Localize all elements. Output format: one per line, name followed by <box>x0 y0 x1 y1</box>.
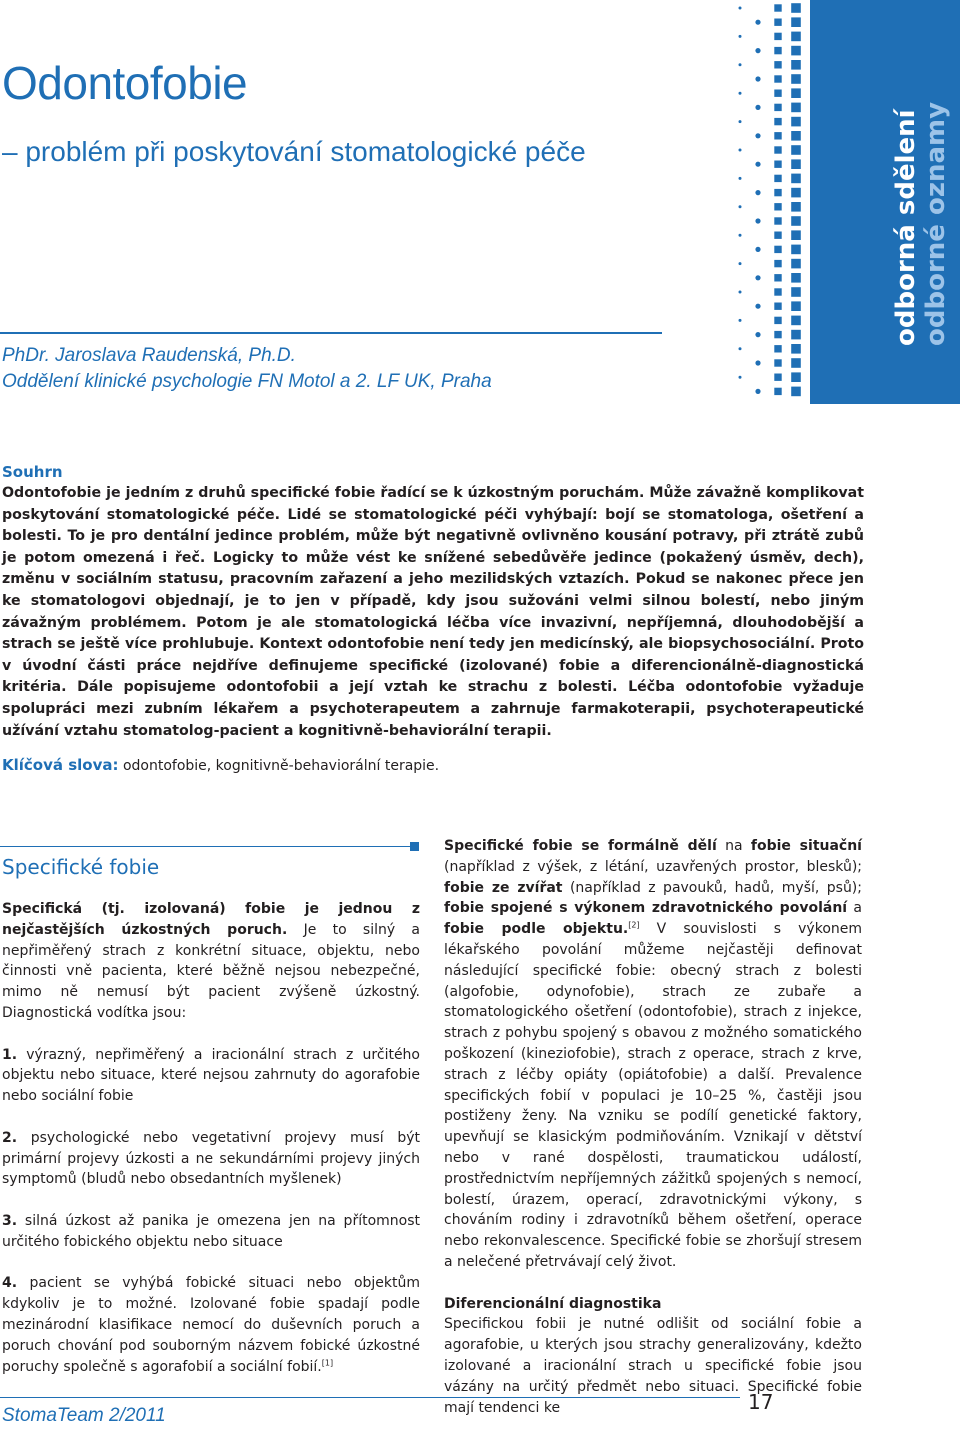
subsection-heading: Diferencionální diagnostika <box>444 1295 662 1312</box>
body-text: na <box>725 838 743 854</box>
decor-mark <box>739 205 742 208</box>
keywords <box>2 756 439 774</box>
criterion-number: 2. <box>2 1129 18 1146</box>
decor-mark <box>774 104 781 111</box>
decor-mark <box>774 132 781 139</box>
decor-mark <box>791 387 801 397</box>
title-divider <box>0 332 662 334</box>
decor-mark <box>774 388 781 395</box>
decor-mark <box>774 75 781 82</box>
decor-mark <box>774 303 781 310</box>
phobia-types-paragraph <box>444 836 862 1273</box>
citation-ref: [1] <box>321 1357 334 1367</box>
decor-mark <box>755 389 760 394</box>
decor-mark <box>755 190 760 195</box>
decor-mark <box>791 88 801 98</box>
decor-mark <box>739 120 742 123</box>
criterion-text: výrazný, nepřiměřený a iracionální strach z určitého objektu nebo situace, které nejsou zahrnuty do agorafobie nebo sociální fobie <box>2 1046 420 1105</box>
criterion-number: 4. <box>2 1275 18 1292</box>
bold-text: fobie spojené s výkonem zdravotnického povolání <box>444 900 848 917</box>
decor-mark <box>739 376 742 379</box>
decor-mark <box>791 131 801 141</box>
criterion-number: 1. <box>2 1046 18 1063</box>
decor-mark <box>755 218 760 223</box>
decor-mark <box>791 358 801 368</box>
decor-mark <box>791 216 801 226</box>
criterion-item <box>2 1211 420 1253</box>
keywords-text: odontofobie, kognitivně-behaviorální terapie. <box>122 758 440 774</box>
decor-mark <box>755 20 760 25</box>
decor-mark <box>739 177 742 180</box>
decor-mark <box>791 46 801 56</box>
intro-text: Je to silný a nepřiměřený strach z konkrétní situace, objektu, nebo činnosti vně pacienta, které běžně nejsou nebezpečné, mimo ně nemusí být pacient zvýšeně úzkostný. Diagnostická vodítka jsou: <box>2 921 420 1021</box>
decor-mark <box>755 304 760 309</box>
criterion-item <box>2 1045 420 1107</box>
decor-mark <box>791 174 801 184</box>
section-heading: Specifické fobie <box>2 855 160 879</box>
decor-mark <box>774 203 781 210</box>
decor-mark <box>791 245 801 255</box>
intro-paragraph <box>2 899 420 1024</box>
criterion-text: psychologické nebo vegetativní projevy musí být primární projevy úzkosti a ne sekundárními projevy jiných symptomů (bludů nebo obsedantních myšlenek) <box>2 1129 420 1188</box>
decor-mark <box>791 103 801 113</box>
bold-text: Specifické fobie se formálně dělí <box>444 838 717 854</box>
decor-mark <box>791 3 801 13</box>
page-number: 17 <box>748 1390 774 1414</box>
criterion-number: 3. <box>2 1212 18 1229</box>
left-column <box>2 899 420 1377</box>
decor-mark <box>791 259 801 269</box>
criterion-text: pacient se vyhýbá fobické situaci nebo objektům kdykoliv je to možné. Izolované fobie spadají podle mezinárodní klasifikace nemocí do duševních poruch a poruch chování pod souborným názvem fobické úzkostné poruchy společně s agorafobií a sociální fobií. <box>2 1275 421 1375</box>
body-text: (například z pavouků, hadů, myší, psů); <box>569 879 862 896</box>
decor-mark <box>739 347 742 350</box>
decor-mark <box>791 145 801 155</box>
decor-mark <box>791 60 801 70</box>
decor-mark <box>774 260 781 267</box>
decor-mark <box>774 274 781 281</box>
journal-footer: StomaTeam 2/2011 <box>2 1405 166 1426</box>
article-title: Odontofobie <box>2 57 248 109</box>
decor-mark <box>774 288 781 295</box>
decor-mark <box>774 118 781 125</box>
decor-mark <box>774 47 781 54</box>
bold-text: fobie situační <box>750 838 862 854</box>
decor-mark <box>791 202 801 212</box>
decor-mark <box>774 317 781 324</box>
decor-mark <box>791 287 801 297</box>
abstract-text: Odontofobie je jedním z druhů specifické fobie řadící se k úzkostným poruchám. Může závažně komplikovat poskytování stomatologické péče. Lidé se stomatologické péči vyhýbají: bojí se stomatologa, ošetření a bolesti. To je pro dentální jedince problém, může být negativně ovlivněno kousání potravy, při ztrátě zubů je potom omezená i řeč. Logicky to může vést ke snížené sebedůvěře jedince (pokažený úsměv, dech), změnu v sociálním statusu, pracovním zařazení a jeho mezilidských vztazích. Pokud se nakonec přece jen ke stomatologovi objednají, je to jen v případě, kdy jsou sužováni velmi silnou bolestí, nebo jiným závažným problémem. Potom je ale stomatologická léčba více invazivní, nepříjemná, dlouhodobější a strach se ještě více prohlubuje. Kontext odontofobie není tedy jen medicínský, ale biopsychosociální. Proto v úvodní části práce nejdříve definujeme specifické (izolované) fobie a diferencionálně-diagnostická kritéria. Dále popisujeme odontofobii a její vztah ke strachu z bolesti. Léčba odontofobie vyžaduje spolupráci mezi zubním lékařem a psychoterapeutem a zahrnuje farmakoterapii, psychoterapeutické užívání vztahu stomatolog-pacient a kognitivně-behaviorální terapii. <box>2 485 864 739</box>
footer-divider <box>0 1397 740 1398</box>
decor-mark <box>791 32 801 42</box>
abstract <box>2 462 864 742</box>
decor-mark <box>755 76 760 81</box>
criterion-item <box>2 1128 420 1190</box>
author-name: PhDr. Jaroslava Raudenská, Ph.D. <box>2 345 296 366</box>
decor-mark <box>755 360 760 365</box>
section-divider <box>0 846 410 847</box>
decor-mark <box>739 262 742 265</box>
body-text: (například z výšek, z létání, uzavřených prostor, blesků); <box>444 858 862 875</box>
decor-mark <box>791 230 801 240</box>
body-text: V souvislosti s výkonem lékařského povolání můžeme nejčastěji definovat následující specifické fobie: obecný strach z bolesti (algofobie, odynofobie), strach ze zubaře a stomatologického ošetření (odontofobie), strach z injekce, strach z pohybu spojený s obavou z možného somatického poškození (kineziofobie), strach z operace, strach z krve, strach z léčby opiáty (opiátofobie) a další. Prevalence specifických fobií v populaci je 10–25 %, častěji jsou postiženy ženy. Na vzniku se podílí genetické faktory, upevňují se klasickým podmiňováním. Vznikají v dětství nebo v rané dospělosti, traumatickou událostí, prostřednictvím nepříjemných zážitků spojených s nemocí, bolestí, úrazem, operací, zdravotnickými výkony, s chováním rodiny i zdravotníků během ošetření, operace nebo rekonvalescence. Specifické fobie se zhoršují stresem a nelečené přetrvávají celý život. <box>444 921 863 1270</box>
decor-mark <box>774 161 781 168</box>
intro-bold: Specifická (tj. izolovaná) fobie je jednou z nejčastějších úzkostných poruch. <box>2 901 420 938</box>
citation-ref: [2] <box>628 920 640 930</box>
author-block <box>2 343 492 395</box>
decorative-pattern <box>739 3 801 396</box>
side-label-secondary: odborné oznamy <box>921 101 951 346</box>
decor-mark <box>774 217 781 224</box>
decor-mark <box>755 247 760 252</box>
decor-mark <box>774 232 781 239</box>
author-affiliation: Oddělení klinické psychologie FN Motol a 2. LF UK, Praha <box>2 371 492 392</box>
decor-mark <box>791 330 801 340</box>
body-text: a <box>853 900 863 917</box>
decor-mark <box>755 275 760 280</box>
decor-mark <box>755 133 760 138</box>
decor-mark <box>774 33 781 40</box>
bold-text: fobie ze zvířat <box>444 879 563 896</box>
criterion-item <box>2 1273 420 1377</box>
decor-mark <box>774 90 781 97</box>
decor-mark <box>791 301 801 311</box>
decor-mark <box>755 332 760 337</box>
decor-mark <box>774 19 781 26</box>
decor-mark <box>739 63 742 66</box>
keywords-label: Klíčová slova: <box>2 756 119 774</box>
section-band <box>728 0 960 404</box>
decor-mark <box>774 359 781 366</box>
bold-text: fobie podle objektu. <box>444 921 629 938</box>
decor-mark <box>739 92 742 95</box>
decor-mark <box>774 175 781 182</box>
decor-mark <box>739 319 742 322</box>
decor-mark <box>791 316 801 326</box>
decor-mark <box>755 48 760 53</box>
decor-mark <box>739 291 742 294</box>
article-subtitle: – problém při poskytování stomatologické péče <box>2 136 586 167</box>
decor-mark <box>774 246 781 253</box>
decor-mark <box>791 117 801 127</box>
decor-mark <box>774 374 781 381</box>
decor-mark <box>739 7 742 10</box>
decor-mark <box>755 105 760 110</box>
right-column <box>444 836 862 1418</box>
decor-mark <box>791 17 801 27</box>
decor-mark <box>791 344 801 354</box>
decor-mark <box>755 162 760 167</box>
decor-mark <box>774 331 781 338</box>
decor-mark <box>791 159 801 169</box>
decor-mark <box>774 189 781 196</box>
differential-paragraph: Specifickou fobii je nutné odlišit od sociální fobie a agorafobie, u kterých jsou strachy generalizovány, kdežto izolované a iracionální strach u specifické fobie jsou vázány na určitý předmět nebo situaci. Specifické fobie mají tendenci ke <box>444 1316 862 1416</box>
decor-mark <box>791 74 801 84</box>
decor-mark <box>739 149 742 152</box>
decor-mark <box>774 61 781 68</box>
decor-mark <box>791 188 801 198</box>
decor-mark <box>791 273 801 283</box>
abstract-heading: Souhrn <box>2 463 63 481</box>
decor-mark <box>774 4 781 11</box>
decor-mark <box>739 35 742 38</box>
decor-mark <box>791 372 801 382</box>
criterion-text: silná úzkost až panika je omezena jen na přítomnost určitého fobického objektu nebo situace <box>2 1212 420 1250</box>
decor-mark <box>739 234 742 237</box>
side-label-primary: odborná sdělení <box>891 109 921 346</box>
decor-mark <box>774 146 781 153</box>
section-marker <box>410 842 419 851</box>
decor-mark <box>774 345 781 352</box>
